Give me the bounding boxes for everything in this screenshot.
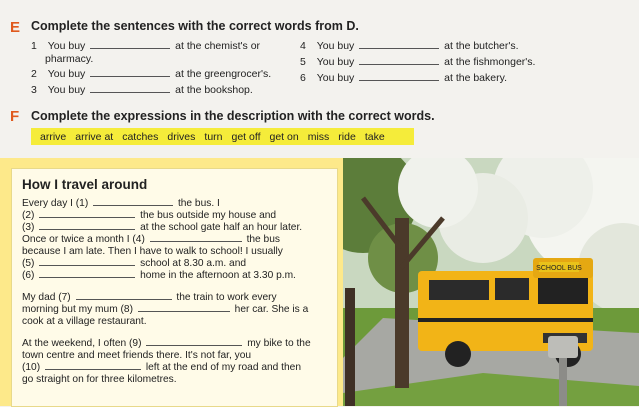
text-line-2 bbox=[22, 210, 276, 221]
blank-9[interactable] bbox=[146, 344, 242, 346]
word-box bbox=[31, 128, 414, 145]
text-fragment: (10) bbox=[22, 362, 41, 373]
blank-3[interactable] bbox=[39, 228, 135, 230]
item-prefix: You buy bbox=[316, 56, 355, 68]
text-fragment: the bus bbox=[246, 234, 280, 245]
text-line-7 bbox=[22, 270, 296, 281]
text-fragment: Once or twice a month I (4) bbox=[22, 234, 145, 245]
text-fragment: school at 8.30 a.m. and bbox=[140, 258, 247, 269]
item-suffix: at the greengrocer's. bbox=[175, 68, 272, 80]
text-line-10 bbox=[22, 316, 147, 327]
item-suffix: at the fishmonger's. bbox=[444, 56, 536, 68]
word-option[interactable]: arrive bbox=[40, 130, 67, 143]
blank-5[interactable] bbox=[39, 264, 135, 266]
text-line-12 bbox=[22, 350, 251, 361]
answer-line[interactable] bbox=[359, 47, 439, 49]
item-number: 1 bbox=[31, 40, 37, 52]
word-option[interactable]: arrive at bbox=[75, 130, 114, 143]
text-fragment: left at the end of my road and then bbox=[145, 362, 301, 373]
text-fragment: My dad (7) bbox=[22, 292, 71, 303]
text-line-14 bbox=[22, 374, 177, 385]
item-suffix: at the bakery. bbox=[444, 72, 507, 84]
text-line-8 bbox=[22, 292, 277, 303]
item-prefix: You buy bbox=[47, 68, 86, 80]
text-line-5 bbox=[22, 246, 283, 257]
item-5 bbox=[300, 56, 535, 68]
text-fragment: her car. She is a bbox=[234, 304, 309, 315]
word-option[interactable]: drives bbox=[167, 130, 196, 143]
item-suffix: at the butcher's. bbox=[444, 40, 519, 52]
blank-6[interactable] bbox=[39, 276, 135, 278]
blank-8[interactable] bbox=[138, 310, 230, 312]
text-fragment: home in the afternoon at 3.30 p.m. bbox=[140, 270, 296, 281]
text-line-9 bbox=[22, 304, 308, 315]
text-fragment: (6) bbox=[22, 270, 35, 281]
section-e-title: Complete the sentences with the correct words from D. bbox=[31, 19, 359, 33]
item-2 bbox=[31, 68, 271, 80]
item-number: 5 bbox=[300, 56, 306, 68]
text-fragment: the bus outside my house and bbox=[140, 210, 277, 221]
answer-line[interactable] bbox=[90, 47, 170, 49]
word-option[interactable]: take bbox=[364, 130, 385, 143]
answer-line[interactable] bbox=[90, 75, 170, 77]
text-fragment: (5) bbox=[22, 258, 35, 269]
item-number: 2 bbox=[31, 68, 37, 80]
text-line-13 bbox=[22, 362, 301, 373]
blank-2[interactable] bbox=[39, 216, 135, 218]
answer-line[interactable] bbox=[359, 79, 439, 81]
item-suffix: at the chemist's or bbox=[175, 40, 261, 52]
item-prefix: You buy bbox=[316, 40, 355, 52]
text-fragment: cook at a village restaurant. bbox=[22, 316, 147, 327]
text-fragment: town centre and meet friends there. It's not far, you bbox=[22, 350, 252, 361]
section-f-letter: F bbox=[10, 108, 20, 125]
text-fragment: Every day I (1) bbox=[22, 198, 89, 209]
text-line-4 bbox=[22, 234, 280, 245]
item-1-continued: pharmacy. bbox=[45, 53, 94, 65]
bus-sign: SCHOOL BUS bbox=[536, 265, 582, 272]
item-number: 4 bbox=[300, 40, 306, 52]
item-prefix: You buy bbox=[316, 72, 355, 84]
word-option[interactable]: catches bbox=[122, 130, 159, 143]
text-fragment: because I am late. Then I have to walk to school! I usually bbox=[22, 246, 283, 257]
text-fragment: go straight on for three kilometres. bbox=[22, 374, 177, 385]
text-fragment: my bike to the bbox=[247, 338, 311, 349]
school-bus-photo bbox=[343, 158, 639, 406]
word-option[interactable]: get on bbox=[269, 130, 299, 143]
text-line-1 bbox=[22, 198, 220, 209]
blank-4[interactable] bbox=[150, 240, 242, 242]
item-3 bbox=[31, 84, 253, 96]
text-fragment: at the school gate half an hour later. bbox=[140, 222, 303, 233]
word-option[interactable]: get off bbox=[231, 130, 261, 143]
item-number: 6 bbox=[300, 72, 306, 84]
section-f-title: Complete the expressions in the description with the correct words. bbox=[31, 109, 435, 123]
blank-7[interactable] bbox=[76, 298, 172, 300]
text-fragment: (3) bbox=[22, 222, 35, 233]
word-option[interactable]: turn bbox=[204, 130, 223, 143]
text-line-11 bbox=[22, 338, 311, 349]
text-fragment: At the weekend, I often (9) bbox=[22, 338, 142, 349]
text-fragment: morning but my mum (8) bbox=[22, 304, 133, 315]
item-prefix: You buy bbox=[47, 40, 86, 52]
item-prefix: You buy bbox=[47, 84, 86, 96]
blank-1[interactable] bbox=[93, 204, 173, 206]
text-line-6 bbox=[22, 258, 246, 269]
item-number: 3 bbox=[31, 84, 37, 96]
item-4 bbox=[300, 40, 519, 52]
word-option[interactable]: miss bbox=[307, 130, 330, 143]
answer-line[interactable] bbox=[359, 63, 439, 65]
word-option[interactable]: ride bbox=[338, 130, 356, 143]
item-6 bbox=[300, 72, 507, 84]
answer-line[interactable] bbox=[90, 91, 170, 93]
text-line-3 bbox=[22, 222, 302, 233]
item-suffix: at the bookshop. bbox=[175, 84, 253, 96]
text-fragment: (2) bbox=[22, 210, 35, 221]
text-title: How I travel around bbox=[22, 177, 148, 192]
blank-10[interactable] bbox=[45, 368, 141, 370]
text-fragment: the bus. I bbox=[177, 198, 220, 209]
section-e-letter: E bbox=[10, 19, 21, 36]
text-fragment: the train to work every bbox=[176, 292, 277, 303]
item-1 bbox=[31, 40, 260, 52]
